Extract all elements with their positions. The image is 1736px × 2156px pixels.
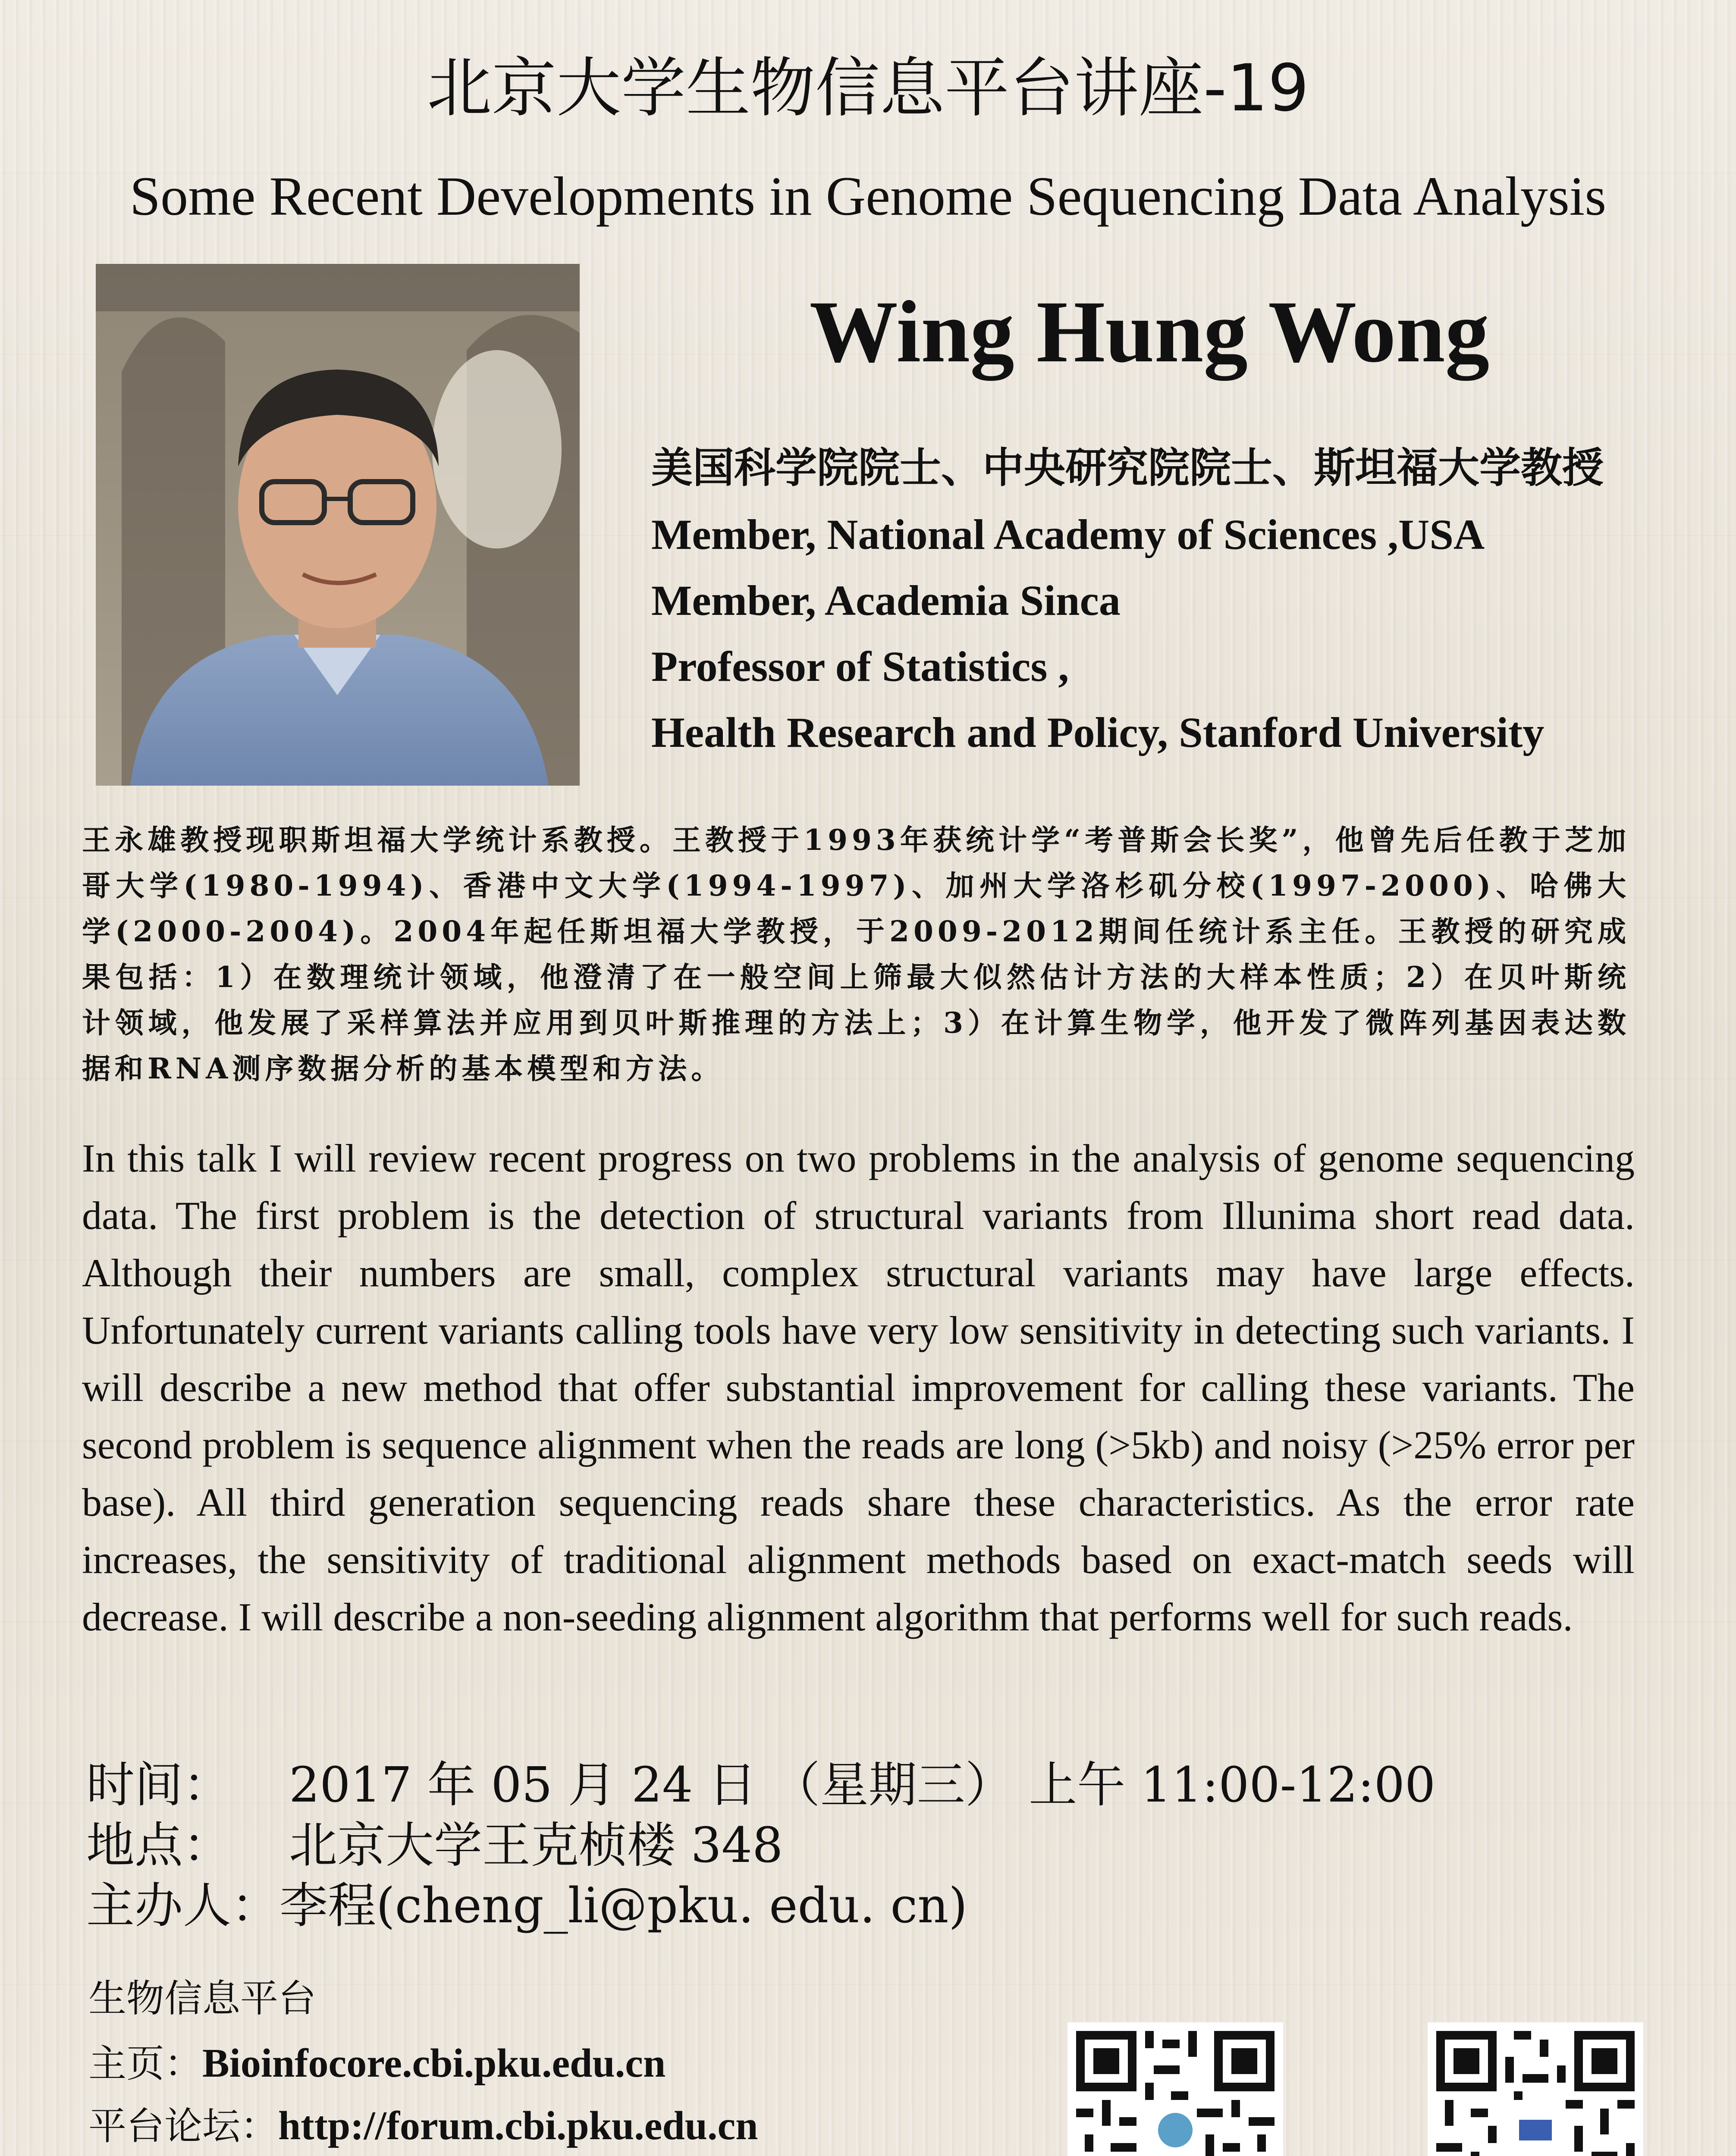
talk-abstract: In this talk I will review recent progress on two problems in the analysis of genome sequencing data. The first problem is the detection of structural variants from Illunima short read data. Although their numbers are small, complex structural variants may have large effects. Unfortunately current variants calling tools have very low sensitivity in detecting such variants. I will describe a new method that offer substantial improvement for calling these variants. The second problem is sequence alignment when the reads are long (>5kb) and noisy (>25% error per base). All third generation sequencing reads share these characteristics. As the error rate increases, the sensitivity of traditional alignment methods based on exact-match seeds will decrease. I will describe a non-seeding alignment algorithm that performs well for such reads. xyxy=(82,1136,1635,1639)
time-value: 2017 年 05 月 24 日 （星期三） 上午 11:00-12:00 xyxy=(289,1757,1436,1813)
event-place-row xyxy=(86,1815,783,1876)
homepage-label: 主页： xyxy=(88,2041,203,2086)
talk-title: Some Recent Developments in Genome Sequencing Data Analysis xyxy=(129,166,1607,227)
qr-code-bioinfo[interactable] xyxy=(1428,2022,1643,2156)
place-label: 地点： xyxy=(86,1818,231,1874)
platform-name: 生物信息平台 xyxy=(88,1976,317,2021)
speaker-credential-line: Member, National Academy of Sciences ,USA xyxy=(651,511,1485,558)
host-value: 李程(cheng_li@pku. edu. cn) xyxy=(279,1878,968,1934)
host-label: 主办人： xyxy=(86,1878,279,1934)
homepage-link[interactable]: Bioinfocore.cbi.pku.edu.cn xyxy=(202,2041,666,2086)
qr-code-icon xyxy=(1428,2022,1643,2156)
speaker-credential-line: Member, Academia Sinca xyxy=(651,577,1121,624)
speaker-portrait-icon xyxy=(96,264,580,786)
speaker-credential-line: Health Research and Policy, Stanford University xyxy=(651,708,1545,756)
platform-forum-row xyxy=(88,2100,758,2152)
speaker-bio: 王永雄教授现职斯坦福大学统计系教授。王教授于1993年获统计学“考普斯会长奖”，他曾先后任教于芝加哥大学(1980-1994)、香港中文大学(1994-1997)、加州大学洛杉矶分校(1997-2000)、哈佛大学(2000-2004)。2004年起任斯坦福大学教授，于2009-2012期间任统计系主任。王教授的研究成果包括：1）在数理统计领域，他澄清了在一般空间上筛最大似然估计方法的大样本性质；2）在贝叶斯统计领域，他发展了采样算法并应用到贝叶斯推理的方法上；3）在计算生物学，他开发了微阵列基因表达数据和RNA测序数据分析的基本模型和方法。 xyxy=(82,823,1630,1085)
event-host-row xyxy=(86,1876,967,1936)
speaker-photo xyxy=(96,264,580,786)
speaker-name: Wing Hung Wong xyxy=(809,283,1490,381)
series-title: 北京大学生物信息平台讲座-19 xyxy=(427,51,1309,126)
center-life-sciences-logo-icon xyxy=(556,2152,738,2156)
event-time-row xyxy=(86,1755,1435,1815)
forum-link[interactable]: http://forum.cbi.pku.edu.cn xyxy=(278,2103,758,2148)
speaker-credential-line: Professor of Statistics , xyxy=(651,642,1069,690)
place-value: 北京大学王克桢楼 348 xyxy=(289,1818,783,1874)
qr-code-genomics[interactable] xyxy=(1067,2022,1283,2156)
speaker-credentials-cn: 美国科学院院士、中央研究院院士、斯坦福大学教授 xyxy=(651,444,1604,492)
forum-label: 平台论坛： xyxy=(88,2104,279,2148)
qr-code-icon xyxy=(1067,2022,1283,2156)
platform-homepage-row xyxy=(88,2037,666,2090)
time-label: 时间： xyxy=(86,1757,231,1813)
